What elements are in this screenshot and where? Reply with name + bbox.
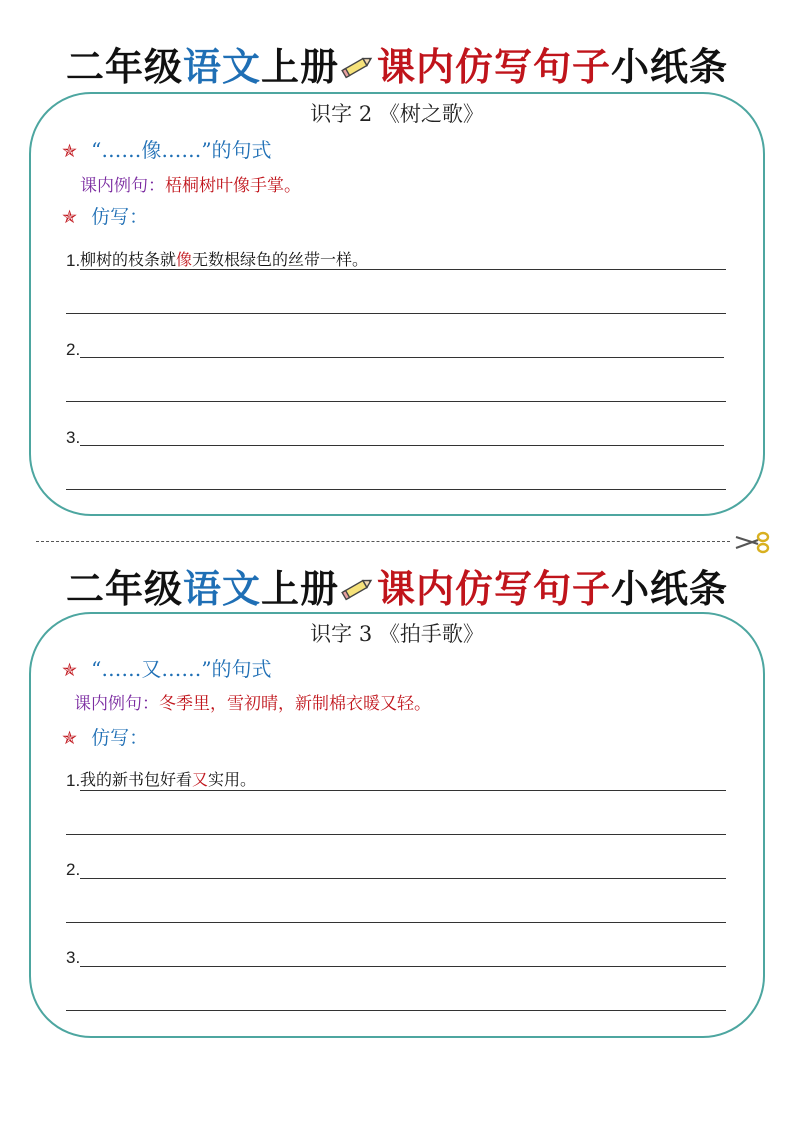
writing-line[interactable] — [80, 269, 726, 270]
writing-line[interactable] — [66, 313, 726, 314]
item-number-3: 3. — [66, 948, 81, 967]
title-volume: 上册 — [260, 567, 339, 611]
writing-line[interactable] — [66, 834, 726, 835]
sheet-title — [0, 566, 794, 615]
example-label: 课内例句： — [80, 176, 165, 196]
pencil-icon — [341, 565, 375, 611]
star-icon: ✯ — [62, 141, 78, 162]
star-icon: ✯ — [62, 728, 78, 749]
star-icon: ✯ — [62, 660, 78, 681]
title-topic: 课内仿写句子 — [377, 45, 612, 89]
item-number-2: 2. — [66, 860, 81, 879]
scissors-icon — [732, 528, 772, 560]
pattern-heading — [62, 137, 272, 165]
sheet-title — [0, 44, 794, 93]
star-icon: ✯ — [62, 207, 78, 228]
answer-text-1 — [80, 250, 368, 270]
lesson-title: 识字 2 《树之歌》 — [310, 102, 484, 126]
item-number-1: 1. — [66, 251, 81, 270]
item-number-1: 1. — [66, 771, 81, 790]
pattern-text: “……像……”的句式 — [91, 138, 272, 162]
title-note: 小纸条 — [611, 567, 729, 611]
imitate-heading — [62, 726, 148, 751]
example-text: 梧桐树叶像手掌。 — [165, 176, 301, 196]
title-note: 小纸条 — [611, 45, 729, 89]
example-text: 冬季里，雪初晴，新制棉衣暖又轻。 — [159, 694, 431, 714]
answer-before: 我的新书包好看 — [80, 770, 193, 789]
writing-line[interactable] — [80, 966, 726, 967]
title-subject: 语文 — [182, 45, 261, 89]
example-label: 课内例句： — [74, 694, 159, 714]
answer-text-1 — [80, 770, 256, 790]
lesson-title: 识字 3 《拍手歌》 — [310, 622, 484, 646]
answer-after: 实用。 — [208, 770, 257, 789]
writing-line[interactable] — [80, 790, 726, 791]
title-topic: 课内仿写句子 — [377, 567, 612, 611]
writing-line[interactable] — [66, 1010, 726, 1011]
example-sentence — [80, 175, 301, 197]
pattern-text: “……又……”的句式 — [91, 657, 272, 681]
writing-line[interactable] — [80, 445, 724, 446]
answer-after: 无数根绿色的丝带一样。 — [192, 250, 369, 269]
writing-line[interactable] — [66, 401, 726, 402]
pencil-icon — [341, 43, 375, 89]
answer-before: 柳树的枝条就 — [80, 250, 177, 269]
writing-line[interactable] — [66, 489, 726, 490]
writing-line[interactable] — [80, 878, 726, 879]
pattern-heading — [62, 656, 272, 684]
item-number-2: 2. — [66, 340, 81, 359]
cut-line — [36, 541, 730, 542]
imitate-label: 仿写： — [91, 727, 149, 749]
title-subject: 语文 — [182, 567, 261, 611]
item-number-3: 3. — [66, 428, 81, 447]
answer-highlight: 像 — [176, 250, 193, 269]
imitate-heading — [62, 205, 148, 230]
answer-highlight: 又 — [192, 770, 209, 789]
writing-line[interactable] — [66, 922, 726, 923]
title-volume: 上册 — [260, 45, 339, 89]
title-grade: 二年级 — [65, 567, 183, 611]
title-grade: 二年级 — [65, 45, 183, 89]
writing-line[interactable] — [80, 357, 724, 358]
example-sentence — [74, 693, 431, 715]
imitate-label: 仿写： — [91, 206, 149, 228]
